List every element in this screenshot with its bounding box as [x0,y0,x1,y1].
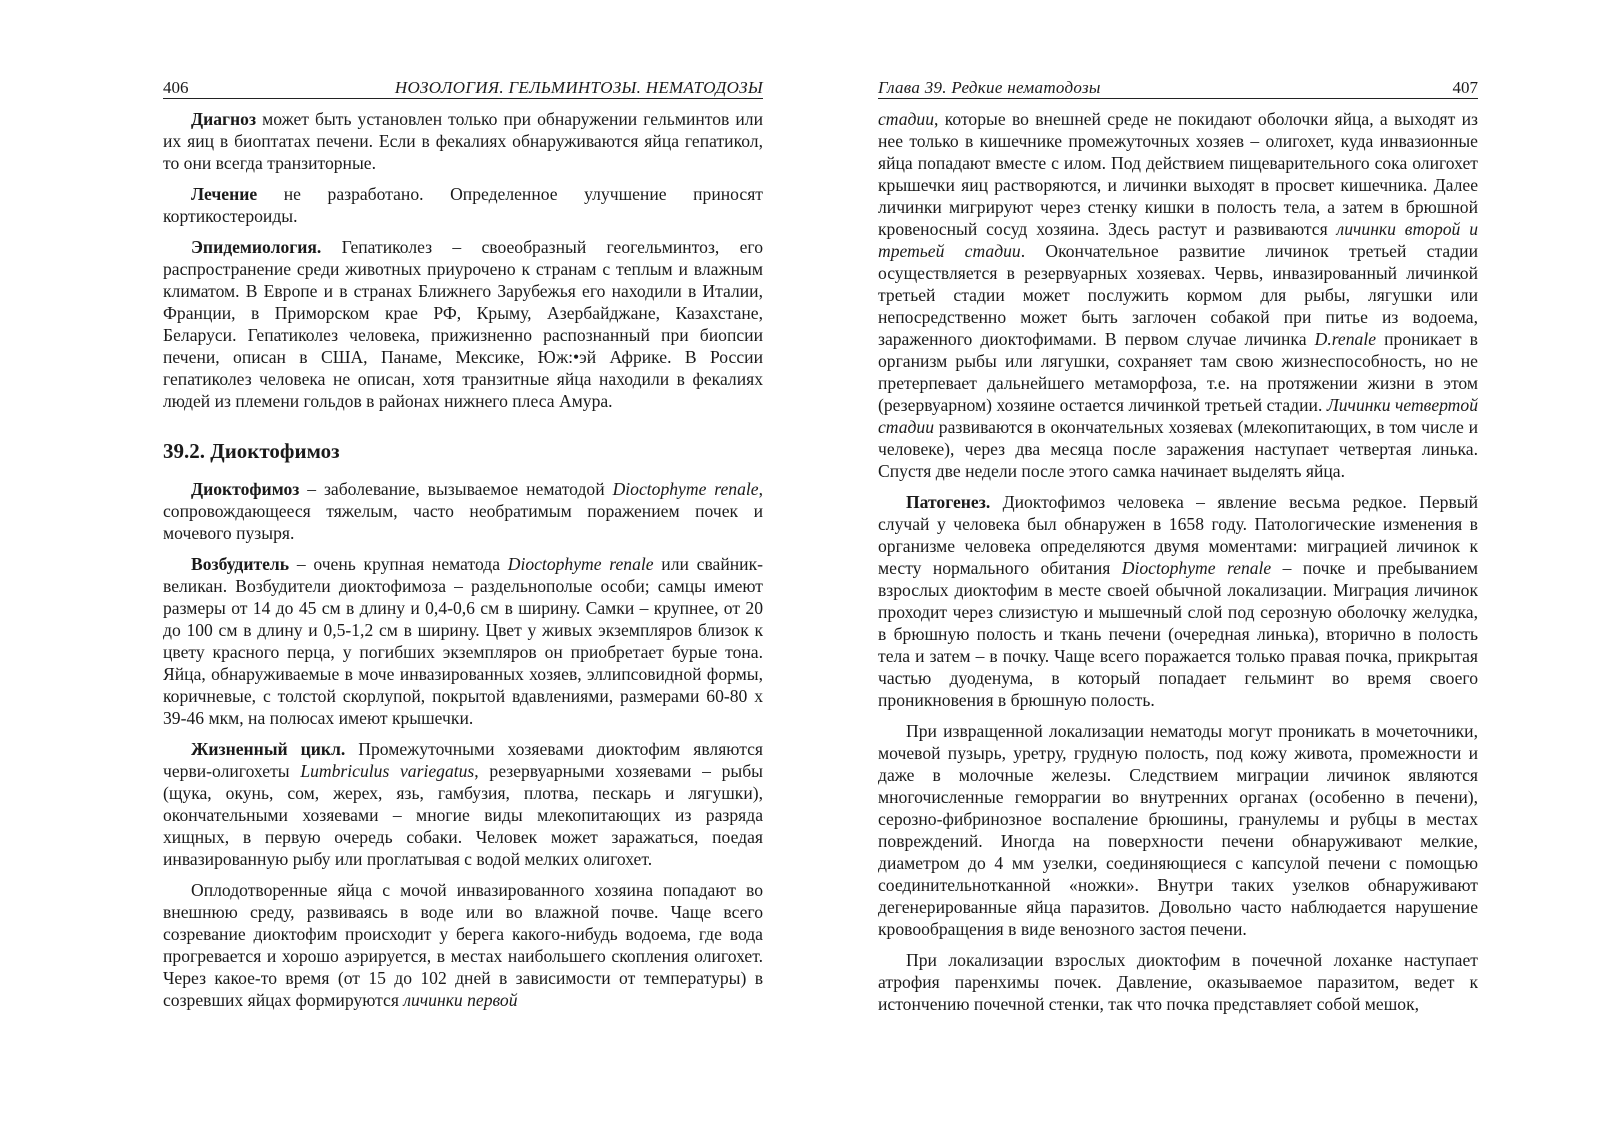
italic-text: Dioctophyme renale [612,479,759,499]
text-run: проникает в организм рыбы или лягушки, сохраняет там свою жизнеспособность, но не претерпевает дальнейшего метаморфоза, т.е. на протяжении жизни в этом (резервуарном) хозяине остается личинкой третьей стадии. [878,329,1478,415]
text-run: или свайник-великан. Возбудители диоктофимоза – раздельнополые особи; самцы имеют размеры от 14 до 45 см в длину и 0,4-0,6 см в ширину. Самки – крупнее, от 20 до 100 см в длину и 0,5-1,2 см в ширину. Цвет у живых экземпляров близок к цвету красного перца, у погибших экземпляров он приобретает бурые тона. Яйца, обнаруживаемые в моче инвазированных хозяев, эллипсовидной формы, коричневые, с толстой скорлупой, покрытой вдавлениями, размерами 60-80 х 39-46 мкм, на полюсах имеют крышечки. [163,554,763,728]
text-body [878,108,1478,1015]
text-run: – заболевание, вызываемое нематодой [299,479,613,499]
paragraph [878,949,1478,1015]
paragraph [163,183,763,227]
italic-text: Lumbriculus variegatus [300,761,475,781]
text-run: , резервуарными хозяевами – рыбы (щука, окунь, сом, жерех, язь, гамбузия, плотва, пескарь и лягушки), окончательными хозяевами – многие виды млекопитающих из разряда хищных, в первую очередь собаки. Человек может заражаться, поедая инвазированную рыбу или проглатывая с водой мелких олигохет. [163,761,763,869]
paragraph [163,553,763,729]
text-body-bottom [163,478,763,1011]
bold-term: Диагноз [191,109,257,129]
text-run: – почке и пребыванием взрослых диоктофим в месте своей обычной локализации. Миграция личинок проходит через слизистую и мышечный слой под серозную оболочку желудка, в брюшную полость и ткань печени (очередная линька), вторично в полость тела и затем – в почку. Чаще всего поражается только правая почка, прикрытая частью дуоденума, в который попадает гельминт во время своего проникновения в брюшную полость. [878,558,1479,710]
running-title: НОЗОЛОГИЯ. ГЕЛЬМИНТОЗЫ. НЕМАТОДОЗЫ [394,78,763,97]
left-page [163,70,763,1020]
paragraph [878,720,1478,940]
text-run: Гепатиколез – своеобразный геогельминтоз, его распространение среди животных приурочено к странам с теплым и влажным климатом. В Европе и в странах Ближнего Зарубежья его находили в Италии, Франции, в Приморском крае РФ, Крыму, Азербайджане, Казахстане, Беларуси. Гепатиколез человека, прижизненно распознанный при биопсии печени, описан в США, Панаме, Мексике, Юж:•эй Африке. В России гепатиколез человека не описан, хотя транзитные яйца находили в фекалиях людей из племени гольдов в районах нижнего плеса Амура. [163,237,763,411]
page-number: 407 [1452,78,1478,97]
right-page [878,70,1478,1024]
italic-text: личинки первой [403,990,518,1010]
paragraph [878,491,1478,711]
text-run: Оплодотворенные яйца с мочой инвазированного хозяина попадают во внешнюю среду, развиваясь в воде или во влажной почве. Чаще всего созревание диоктофим происходит у берега какого-нибудь водоема, где вода прогревается и хорошо аэрируется, в местах наибольшего скопления олигохет. Через какое-то время (от 15 до 102 дней в зависимости от температуры) в созревших яйцах формируются [163,880,763,1010]
bold-term: Лечение [191,184,258,204]
text-run: , сопровождающееся тяжелым, часто необратимым поражением почек и мочевого пузыря. [163,479,764,543]
text-run: не разработано. Определенное улучшение приносят кортикостероиды. [163,184,763,226]
running-title: Глава 39. Редкие нематодозы [878,78,1101,97]
bold-term: Патогенез. [906,492,991,512]
italic-text: стадии [878,109,935,129]
paragraph [163,738,763,870]
italic-text: личинки второй и третьей стадии [878,219,1478,261]
italic-text: Dioctophyme renale [1121,558,1272,578]
paragraph [163,236,763,412]
text-run: развиваются в окончательных хозяевах (млекопитающих, в том числе и человеке), через два месяца после заражения наступает четвертая линька. Спустя две недели после этого самка начинает выделять яйца. [878,417,1478,481]
paragraph [878,108,1478,482]
bold-term: Жизненный цикл. [191,739,346,759]
italic-text: D.renale [1314,329,1377,349]
paragraph [163,879,763,1011]
page-number: 406 [163,78,189,97]
text-run: При извращенной локализации нематоды могут проникать в мочеточники, мочевой пузырь, уретру, грудную полость, под кожу живота, промежности и даже в молочные железы. Следствием миграции личинок являются многочисленные геморрагии во внутренних органах (особенно в печени), серозно-фибринозное воспаление брюшины, гранулемы и рубцы в местах повреждений. Иногда на поверхности печени обнаруживают мелкие, диаметром до 4 мм узелки, соединяющиеся с капсулой печени с помощью соединительнотканной «ножки». Внутри таких узелков обнаруживают дегенерированные яйца паразитов. Довольно часто наблюдается нарушение кровообращения в виде венозного застоя печени. [878,721,1478,939]
text-run: . Окончательное развитие личинок третьей стадии осуществляется в резервуарных хозяевах. Червь, инвазированный личинкой третьей стадии может послужить кормом для рыбы, лягушки или непосредственно может быть заглочен собакой при питье из водоема, зараженного диоктофимами. В первом случае личинка [878,241,1478,349]
italic-text: Dioctophyme renale [507,554,654,574]
bold-term: Возбудитель [191,554,290,574]
page-header [163,70,763,99]
section-heading: 39.2. Диоктофимоз [163,439,340,463]
text-run: Промежуточными хозяевами диоктофим являются черви-олигохеты [163,739,764,781]
text-run: При локализации взрослых диоктофим в почечной лоханке наступает атрофия паренхимы почек. Давление, оказываемое паразитом, ведет к истончению почечной стенки, так что почка представляет собой мешок, [878,950,1478,1014]
paragraph [163,108,763,174]
text-body-top [163,108,763,412]
bold-term: Диоктофимоз [191,479,300,499]
text-run: , которые во внешней среде не покидают оболочки яйца, а выходят из нее только в кишечнике промежуточных хозяев – олигохет, куда инвазионные яйца попадают вместе с илом. Под действием пищеварительного сока олигохет крышечки яиц растворяются, и личинки выходят в просвет кишечника. Далее личинки мигрируют через стенку кишки в полость тела, а затем в брюшной кровеносный сосуд хозяина. Здесь растут и развиваются [878,109,1478,239]
text-run: может быть установлен только при обнаружении гельминтов или их яиц в биоптатах печени. Если в фекалиях обнаруживаются яйца гепатикол, то они всегда транзиторные. [163,109,763,173]
paragraph [163,478,763,544]
text-run: Диоктофимоз человека – явление весьма редкое. Первый случай у человека был обнаружен в 1658 году. Патологические изменения в организме человека определяются двумя моментами: миграцией личинок к месту нормального обитания [878,492,1478,578]
italic-text: Личинки четвертой стадии [878,395,1478,437]
page-header [878,70,1478,99]
text-run: – очень крупная нематода [289,554,508,574]
bold-term: Эпидемиология. [191,237,322,257]
